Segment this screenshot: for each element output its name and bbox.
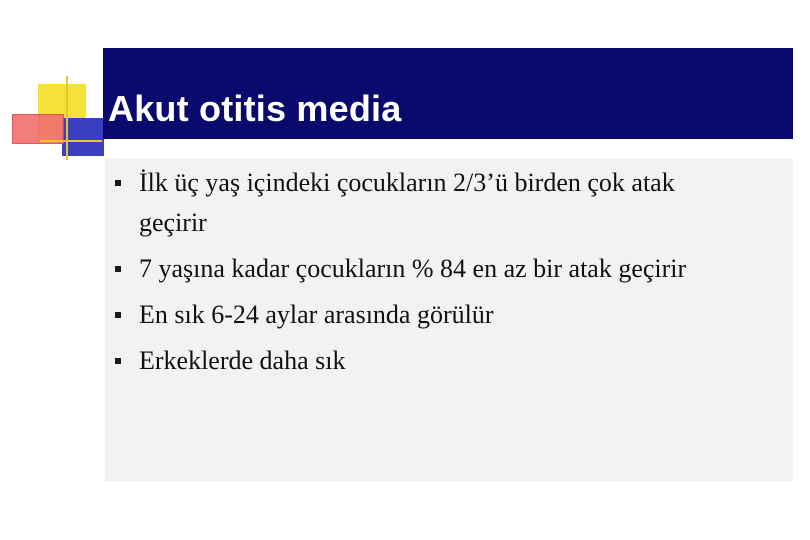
square-bullet-icon: [115, 266, 121, 272]
square-bullet-icon: [115, 358, 121, 364]
square-bullet-icon: [115, 312, 121, 318]
bullet-text: En sık 6-24 aylar arasında görülür: [139, 300, 494, 329]
square-bullet-icon: [115, 180, 121, 186]
bullet-text: Erkeklerde daha sık: [139, 346, 346, 375]
bullet-text: İlk üç yaş içindeki çocukların 2/3’ü birden çok atak geçirir: [139, 168, 675, 237]
bullet-item: [105, 295, 725, 335]
bullet-text: 7 yaşına kadar çocukların % 84 en az bir atak geçirir: [139, 254, 687, 283]
bullet-list: [105, 163, 725, 387]
slide-title: Akut otitis media: [108, 88, 402, 129]
logo-horizontal-line: [40, 140, 102, 142]
bullet-item: [105, 249, 725, 289]
logo-vertical-line: [66, 76, 68, 160]
bullet-item: [105, 341, 725, 381]
logo-blue-square: [62, 118, 104, 156]
bullet-item: [105, 163, 725, 243]
